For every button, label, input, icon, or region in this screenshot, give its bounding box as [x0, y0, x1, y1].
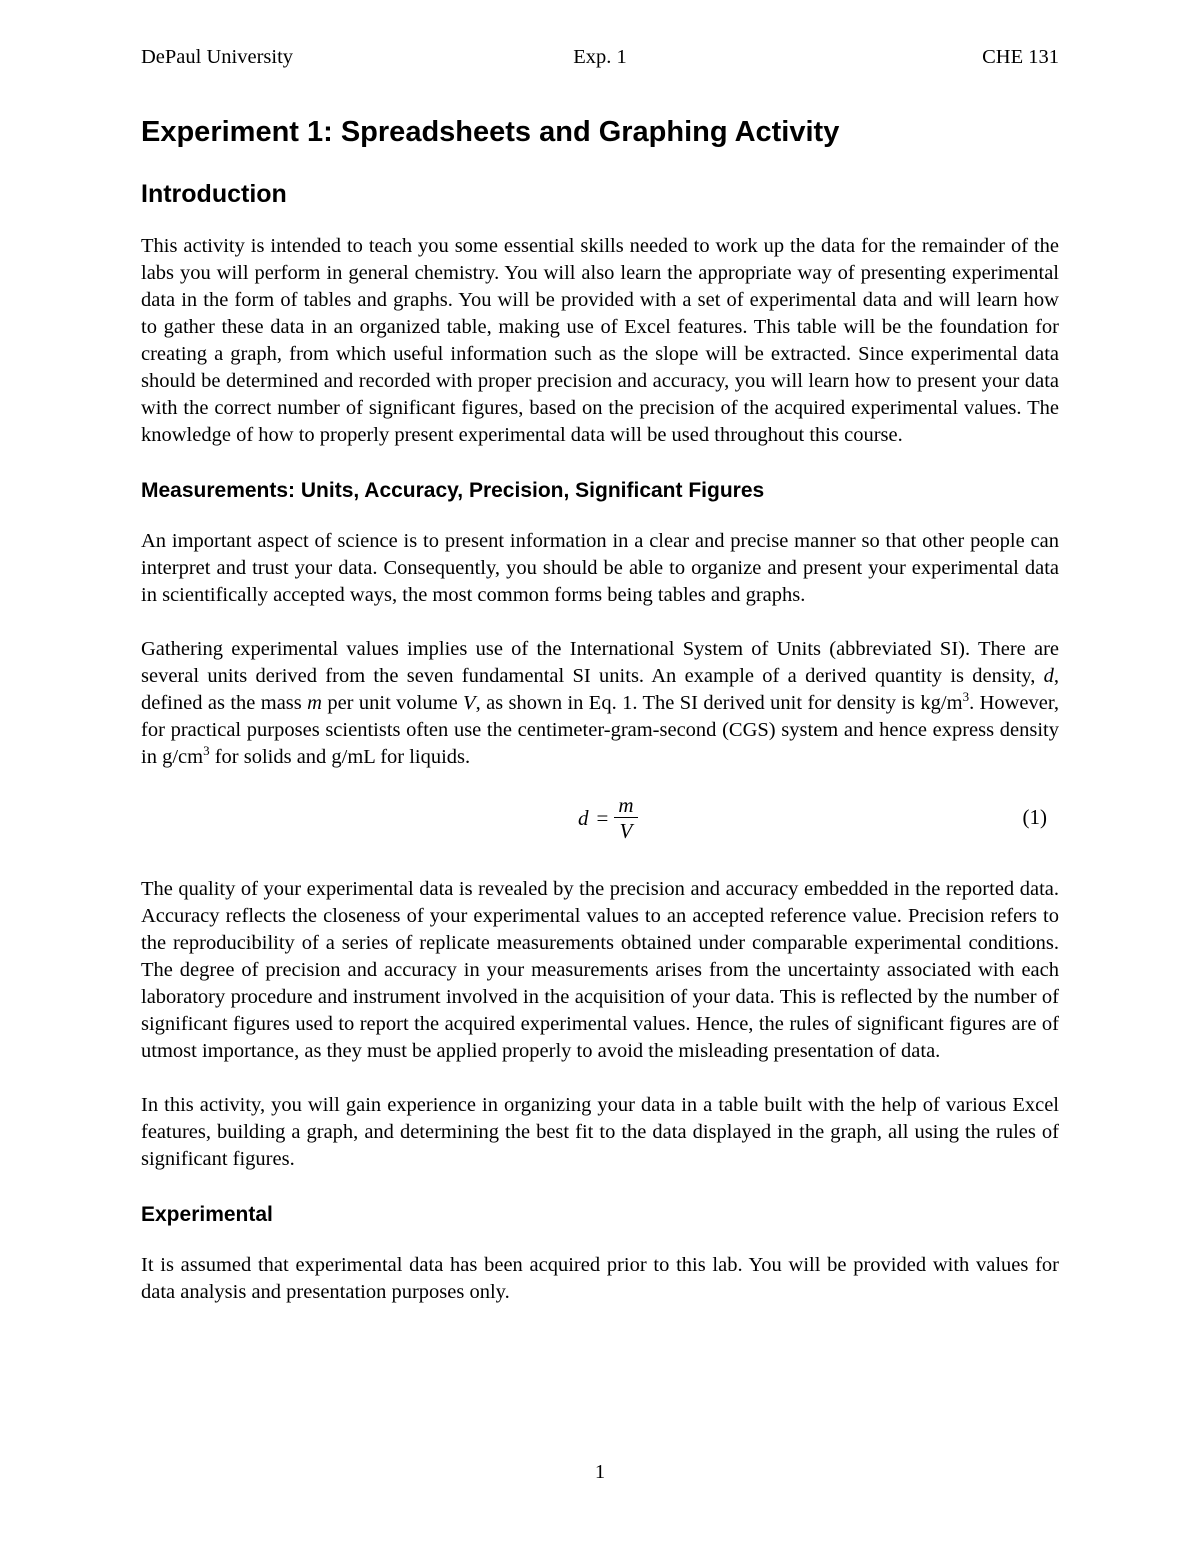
- equation-fraction: [614, 793, 637, 844]
- experimental-paragraph: It is assumed that experimental data has been acquired prior to this lab. You will be provided with values for data analysis and presentation purposes only.: [141, 1254, 1059, 1303]
- measurements-paragraph-2: Gathering experimental values implies use of the International System of Units (abbreviated SI). There are several units derived from the seven fundamental SI units. An example of a derived quantity is density, d, defined as the mass m per unit volume V, as shown in Eq. 1. The SI derived unit for density is $kg/m^3$. However, for practical purposes scientists often use the centimeter-gram-second (CGS) system and hence express density in $g/cm^3$ for solids and g/mL for liquids.: [141, 638, 1060, 768]
- introduction-paragraph: This activity is intended to teach you some essential skills needed to work up the data for the remainder of the labs you will perform in general chemistry. You will also learn the appropriate way of presenting experimental data in the form of tables and graphs. You will be provided with a set of experimental data and will learn how to gather these data in an organized table, making use of Excel features. This table will be the foundation for creating a graph, from which useful information such as the slope will be extracted. Since experimental data should be determined and recorded with proper precision and accuracy, you will learn how to present your data with the correct number of significant figures, based on the precision of the acquired experimental values. The knowledge of how to properly present experimental data will be used throughout this course.: [141, 235, 1059, 446]
- page-title: Experiment 1: Spreadsheets and Graphing Activity: [141, 116, 840, 148]
- introduction-heading: Introduction: [141, 180, 287, 208]
- equation-denominator: V: [619, 818, 633, 843]
- experimental-heading: Experimental: [141, 1203, 273, 1226]
- page-header: [141, 42, 1059, 72]
- equation-lhs: d: [578, 805, 589, 830]
- measurements-heading: Measurements: Units, Accuracy, Precision, Significant Figures: [141, 479, 765, 502]
- header-course-code: CHE 131: [982, 46, 1059, 68]
- measurements-paragraph-3: The quality of your experimental data is revealed by the precision and accuracy embedded in the reported data. Accuracy reflects the closeness of your experimental values to an accepted reference value. Precision refers to the reproducibility of a series of replicate measurements obtained under comparable experimental conditions. The degree of precision and accuracy in your measurements arises from the uncertainty associated with each laboratory procedure and instrument involved in the acquisition of your data. This is reflected by the number of significant figures used to report the acquired experimental values. Hence, the rules of significant figures are of utmost importance, as they must be applied properly to avoid the misleading presentation of data.: [141, 878, 1059, 1062]
- measurements-paragraph-1: An important aspect of science is to present information in a clear and precise manner so that other people can interpret and trust your data. Consequently, you should be able to organize and present your experimental data in scientifically accepted ways, the most common forms being tables and graphs.: [141, 530, 1059, 606]
- variable-m: m: [307, 692, 322, 714]
- equation-equals: =: [596, 805, 609, 830]
- equation-numerator: m: [614, 793, 637, 818]
- variable-d: d: [1043, 665, 1054, 687]
- superscript-cubed: 3: [962, 689, 970, 704]
- density-equation: [141, 790, 1059, 846]
- superscript-cubed: 3: [203, 743, 210, 758]
- document-body: [141, 112, 1059, 1333]
- equation-number: (1): [1022, 805, 1047, 829]
- header-institution: DePaul University: [141, 46, 294, 68]
- page-number: 1: [594, 1461, 606, 1483]
- header-experiment-number: Exp. 1: [573, 46, 627, 68]
- variable-v: V: [463, 692, 476, 714]
- measurements-paragraph-4: In this activity, you will gain experience in organizing your data in a table built with the help of various Excel features, building a graph, and determining the best fit to the data displayed in the graph, all using the rules of significant figures.: [141, 1094, 1059, 1170]
- equation-expression: [578, 790, 638, 846]
